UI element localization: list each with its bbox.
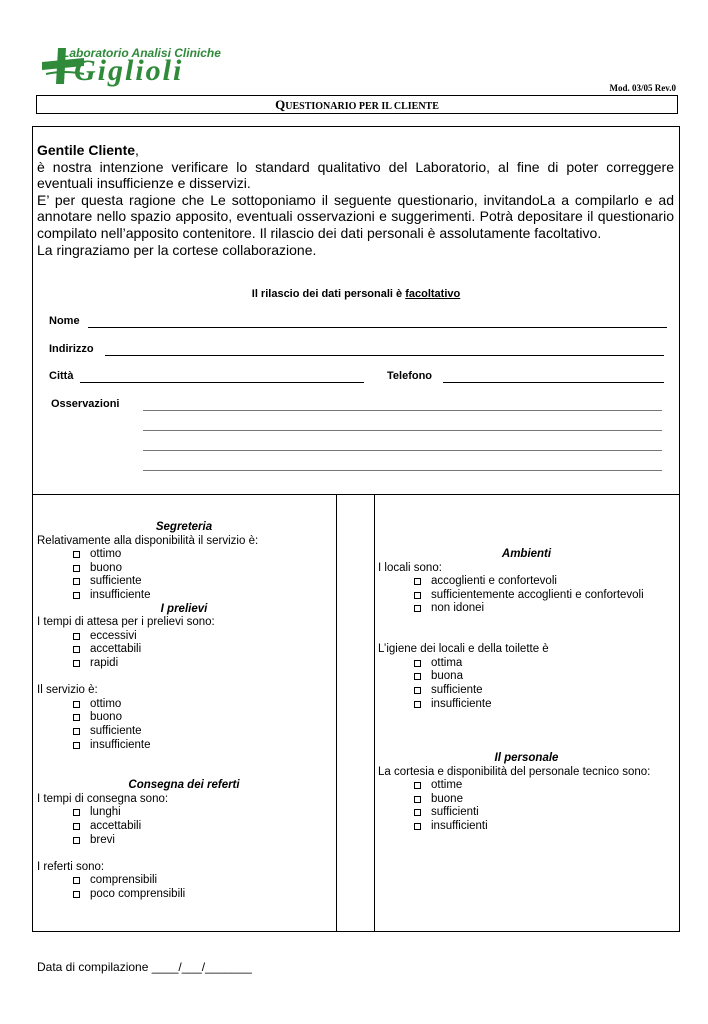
option-label: insufficiente: [431, 697, 492, 710]
option-label: sufficiente: [90, 575, 142, 588]
locali-option-non-idonei[interactable]: [378, 602, 675, 616]
option-label: comprensibili: [90, 874, 158, 887]
prelievi-option-eccessivi[interactable]: [37, 630, 331, 644]
osservazioni-line-4[interactable]: [143, 470, 662, 471]
option-label: ottimo: [90, 697, 122, 710]
ambienti-question-2: L’igiene dei locali e della toilette è: [378, 643, 549, 656]
column-divider-1: [336, 494, 337, 932]
greeting: Gentile Cliente: [37, 142, 136, 158]
option-label: insufficiente: [90, 738, 151, 751]
personale-question: La cortesia e disponibilità del personale tecnico sono:: [378, 765, 651, 778]
page-title: [36, 95, 678, 114]
option-label: eccessivi: [90, 629, 137, 642]
option-label: ottimo: [90, 548, 122, 561]
referti-option-comprensibili[interactable]: [37, 874, 331, 888]
intro-paragraph-2: E’ per questa ragione che Le sottoponiamo il seguente questionario, invitandoLa a compilarlo e ad annotare nello spazio apposito, eventuali osservazioni e suggerimenti. Potrà depositare il questionario compilato nell’apposito contenitore. Il rilascio dei dati personali è assolutamente facoltativo.: [37, 191, 674, 241]
logo-line1: Laboratorio Analisi Cliniche: [62, 46, 221, 60]
igiene-option-buona[interactable]: [378, 670, 675, 684]
segreteria-option-buono[interactable]: [37, 562, 331, 576]
citta-label: Città: [49, 370, 74, 382]
servizio-option-buono[interactable]: [37, 711, 331, 725]
telefono-field[interactable]: [443, 382, 664, 383]
title-rest: UESTIONARIO PER IL CLIENTE: [285, 101, 439, 112]
referti-option-lunghi[interactable]: [37, 806, 331, 820]
privacy-note: [32, 288, 680, 300]
lab-logo: [40, 44, 230, 88]
option-label: accettabili: [90, 643, 142, 656]
segreteria-heading: Segreteria: [155, 521, 213, 533]
option-label: poco comprensibili: [90, 888, 186, 901]
prelievi-question-1: I tempi di attesa per i prelievi sono:: [37, 616, 215, 629]
logo-line2: Giglioli: [74, 54, 184, 87]
column-divider-2: [374, 494, 375, 932]
option-label: sufficiente: [90, 724, 142, 737]
ambienti-question-1: I locali sono:: [378, 561, 442, 574]
servizio-option-ottimo[interactable]: [37, 698, 331, 712]
option-label: non idonei: [431, 602, 485, 615]
option-label: sufficiente: [431, 683, 483, 696]
prelievi-heading: I prelievi: [160, 602, 208, 615]
personale-heading: Il personale: [494, 751, 559, 764]
igiene-option-ottima[interactable]: [378, 657, 675, 671]
locali-option-sufficientemente[interactable]: [378, 589, 675, 603]
osservazioni-label: Osservazioni: [51, 398, 120, 410]
option-label: buona: [431, 670, 463, 683]
prelievi-option-accettabili[interactable]: [37, 643, 331, 657]
title-initial: Q: [275, 97, 286, 112]
option-label: ottima: [431, 656, 463, 669]
telefono-label: Telefono: [387, 370, 433, 382]
right-column: [378, 548, 675, 833]
left-column: [37, 521, 331, 902]
nome-label: Nome: [49, 315, 80, 327]
privacy-note-underlined: facoltativo: [405, 288, 461, 300]
ambienti-heading: Ambienti: [501, 548, 552, 560]
option-label: sufficientemente accoglienti e confortevoli: [431, 588, 644, 601]
referti-option-accettabili[interactable]: [37, 820, 331, 834]
prelievi-option-rapidi[interactable]: [37, 657, 331, 671]
servizio-option-sufficiente[interactable]: [37, 725, 331, 739]
option-label: insufficiente: [90, 588, 151, 601]
referti-option-poco-comprensibili[interactable]: [37, 888, 331, 902]
option-label: buone: [431, 792, 463, 805]
option-label: sufficienti: [431, 806, 479, 819]
segreteria-question: Relativamente alla disponibilità il servizio è:: [37, 534, 259, 547]
option-label: buono: [90, 561, 122, 574]
option-label: accettabili: [90, 820, 142, 833]
personale-option-ottime[interactable]: [378, 779, 675, 793]
option-label: brevi: [90, 833, 115, 846]
compilation-date[interactable]: Data di compilazione ____/___/_______: [37, 960, 252, 974]
intro-paragraph-3: La ringraziamo per la cortese collaborazione.: [37, 241, 317, 258]
personale-option-buone[interactable]: [378, 793, 675, 807]
greeting-comma: ,: [135, 142, 139, 158]
locali-option-accoglienti[interactable]: [378, 575, 675, 589]
osservazioni-line-1[interactable]: [143, 410, 662, 411]
option-label: ottime: [431, 779, 463, 792]
intro-paragraph-1: è nostra intenzione verificare lo standard qualitativo del Laboratorio, al fine di poter correggere eventuali insufficienze e disservizi.: [37, 158, 674, 192]
option-label: accoglienti e confortevoli: [431, 575, 557, 588]
indirizzo-field[interactable]: [105, 355, 664, 356]
personale-option-insufficienti[interactable]: [378, 820, 675, 834]
option-label: insufficienti: [431, 819, 488, 832]
referti-question-1: I tempi di consegna sono:: [37, 792, 169, 805]
option-label: lunghi: [90, 806, 121, 819]
prelievi-question-2: Il servizio è:: [37, 684, 98, 697]
nome-field[interactable]: [88, 327, 667, 328]
personale-option-sufficienti[interactable]: [378, 806, 675, 820]
osservazioni-line-3[interactable]: [143, 450, 662, 451]
igiene-option-sufficiente[interactable]: [378, 684, 675, 698]
referti-question-2: I referti sono:: [37, 860, 105, 873]
option-label: rapidi: [90, 656, 119, 669]
option-label: buono: [90, 711, 122, 724]
indirizzo-label: Indirizzo: [49, 343, 94, 355]
referti-option-brevi[interactable]: [37, 834, 331, 848]
citta-field[interactable]: [80, 382, 364, 383]
module-code: Mod. 03/05 Rev.0: [609, 83, 676, 93]
referti-heading: Consegna dei referti: [128, 779, 240, 792]
segreteria-option-insufficiente[interactable]: [37, 589, 331, 603]
segreteria-option-ottimo[interactable]: [37, 548, 331, 562]
intro-text: [37, 142, 674, 258]
segreteria-option-sufficiente[interactable]: [37, 575, 331, 589]
privacy-note-text: Il rilascio dei dati personali è: [251, 288, 406, 300]
servizio-option-insufficiente[interactable]: [37, 739, 331, 753]
osservazioni-line-2[interactable]: [143, 430, 662, 431]
igiene-option-insufficiente[interactable]: [378, 698, 675, 712]
